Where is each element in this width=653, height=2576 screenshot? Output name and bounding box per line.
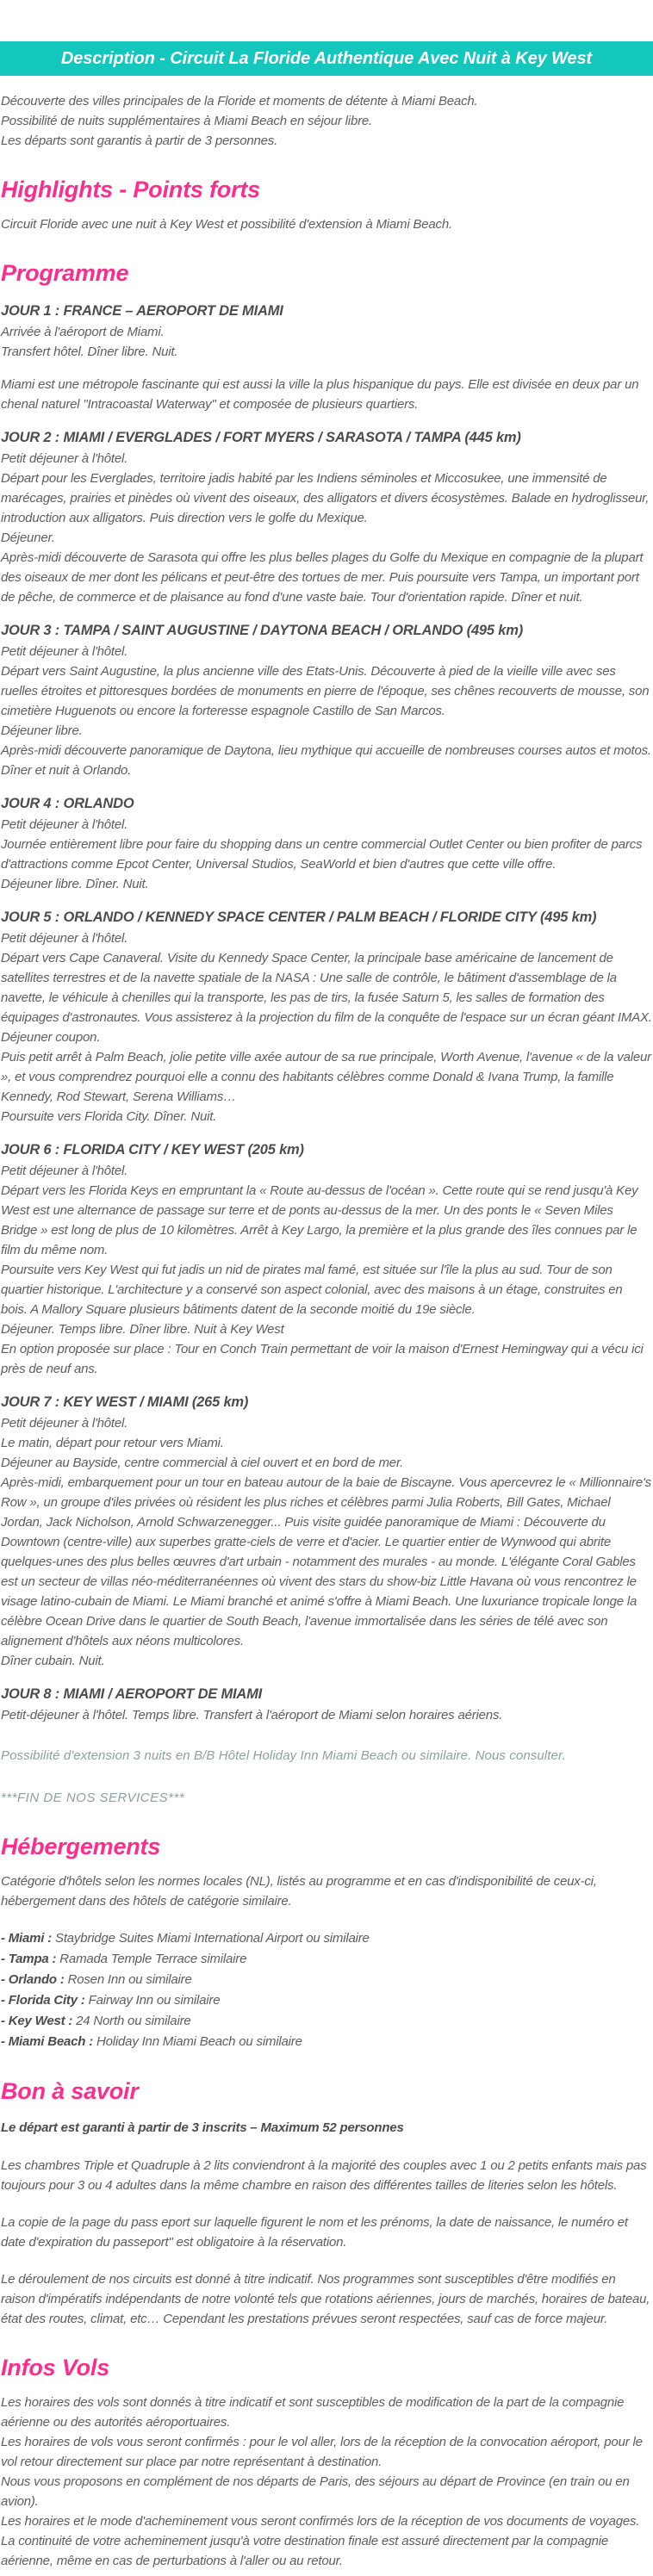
day-paragraph: Petit déjeuner à l'hôtel.	[1, 1164, 128, 1178]
flight-info-paragraph: Les horaires et le mode d'acheminement vous seront confirmés lors de la réception de vos documents de voyages.	[1, 2514, 640, 2529]
day-title: JOUR 3 : TAMPA / SAINT AUGUSTINE / DAYTONA BEACH / ORLANDO (495 km)	[1, 623, 524, 638]
description-line: Possibilité de nuits supplémentaires à Miami Beach en séjour libre.	[1, 114, 372, 128]
hotel-name: Rosen Inn ou similaire	[67, 1972, 192, 1987]
hotel-line	[1, 2032, 652, 2052]
hotel-city: - Key West :	[1, 2014, 77, 2028]
day-title: JOUR 8 : MIAMI / AEROPORT DE MIAMI	[1, 1686, 263, 1702]
day-title: JOUR 4 : ORLANDO	[1, 796, 134, 811]
day-paragraph: Puis petit arrêt à Palm Beach, jolie petite ville axée autour de sa rue principale, Worth Avenue, l'avenue « de la valeur », et vous comprendrez pourquoi elle a connu des habitants célèbres comme Donald & Ivana Trump, la famille Kennedy, Rod Stewart, Serena Williams…	[1, 1050, 651, 1104]
programme-section	[1, 258, 652, 1808]
hotel-line	[1, 1970, 652, 1990]
hotel-line	[1, 1990, 652, 2011]
flight-info-paragraph: Les horaires de vols vous seront confirmés : pour le vol aller, lors de la réception de la convocation aéroport, pour le vol retour directement sur place par notre représentant à destination.	[1, 2435, 643, 2469]
highlights-section	[1, 175, 652, 234]
day-block	[1, 427, 652, 607]
hebergements-intro: Catégorie d'hôtels selon les normes locales (NL), listés au programme et en cas d'indisponibilité de ceux-ci, hébergement dans des hôtels de catégorie similaire.	[1, 1874, 597, 1909]
hotel-line	[1, 2011, 652, 2032]
day-paragraph: Après-midi découverte de Sarasota qui offre les plus belles plages du Golfe du Mexique en compagnie de la plupart des oiseaux de mer dont les pélicans et peut-être des tortues de mer. Puis poursuite vers Tampa, un important port de pêche, de commerce et de plaisance au fond d'une vaste baie. Tour d'orientation rapide. Dîner et nuit.	[1, 550, 644, 605]
day-block	[1, 301, 652, 362]
day-paragraph: Déjeuner libre.	[1, 723, 83, 738]
day-paragraph: Déjeuner au Bayside, centre commercial à ciel ouvert et en bord de mer.	[1, 1456, 404, 1470]
day-paragraph: Petit déjeuner à l'hôtel.	[1, 451, 128, 466]
day-paragraph: Petit-déjeuner à l'hôtel. Temps libre. Transfert à l'aéroport de Miami selon horaires aériens.	[1, 1708, 503, 1723]
day-block	[1, 907, 652, 1127]
day-paragraph: Le matin, départ pour retour vers Miami.	[1, 1436, 224, 1450]
info-paragraph: La copie de la page du pass eport sur laquelle figurent le nom et les prénoms, la date de naissance, le numéro et date d'expiration du passeport" est obligatoire à la réservation.	[1, 2215, 628, 2250]
day-lines	[1, 815, 652, 894]
day-title: JOUR 6 : FLORIDA CITY / KEY WEST (205 km)	[1, 1142, 304, 1158]
day-lines	[1, 449, 652, 607]
day-paragraph: Départ vers Saint Augustine, la plus ancienne ville des Etats-Unis. Découverte à pied de la vieille ville avec ses ruelles étroites et pittoresques bordées de monuments en pierre de l'époque, ses chênes recouverts de mousse, son cimetière Huguenots ou encore la forteresse espagnole Castillo de San Marcos.	[1, 664, 650, 718]
hotel-list	[1, 1928, 652, 2052]
day-paragraph: Déjeuner libre. Dîner. Nuit.	[1, 877, 149, 891]
day-paragraph: Petit déjeuner à l'hôtel.	[1, 644, 128, 659]
hotel-city: - Tampa :	[1, 1952, 60, 1966]
day-title: JOUR 7 : KEY WEST / MIAMI (265 km)	[1, 1394, 249, 1410]
hotel-city: - Florida City :	[1, 1993, 89, 2008]
day-paragraph: Après-midi, embarquement pour un tour en bateau autour de la baie de Biscayne. Vous apercevrez le « Millionnaire's Row », un groupe d'iles privées où résident les plus riches et célèbres parmi Julia Roberts, Bill Gates, Michael Jordan, Jack Nicholson, Arnold Schwarzenegger... Puis visite guidée panoramique de Miami : Découverte du Downtown (centre-ville) aux superbes gratte-ciels de verre et d'acier. Le quartier entier de Wynwood qui abrite quelques-unes des plus belles œuvres d'art urbain - notamment des murales - au monde. L'élégante Coral Gables est un secteur de villas néo-méditerranéennes où vivent des stars du show-biz Little Havana où vous rencontrez le visage latino-cubain de Miami. Le Miami branché et animé s'offre à Miami Beach. Une luxuriance tropicale longe la célèbre Ocean Drive dans le quartier de South Beach, l'avenue immortalisée dans les séries de télé avec son alignement d'hôtels aux néons multicolores.	[1, 1475, 651, 1648]
day-paragraph: Départ vers Cape Canaveral. Visite du Kennedy Space Center, la principale base américaine de lancement de satellites terrestres et de la navette spatiale de la NASA : Une salle de contrôle, le bâtiment d'assemblage de la navette, le véhicule à chenilles qui la transporte, les pas de tirs, la fusée Saturn 5, les salles de formation des équipages d'astronautes. Vous assisterez à la projection du film de la conquête de l'espace sur un écran géant IMAX.	[1, 951, 652, 1025]
infos-vols-heading: Infos Vols	[1, 2355, 110, 2380]
flight-info-paragraph: Les horaires des vols sont donnés à titre indicatif et sont susceptibles de modification de la part de la compagnie aérienne ou des autorités aéroportuaires.	[1, 2395, 625, 2430]
description-section	[1, 91, 652, 151]
info-paragraph: Les chambres Triple et Quadruple à 2 lits conviendront à la majorité des couples avec 1 ou 2 petits enfants mais pas toujours pour 3 ou 4 adultes dans la même chambre en raison des différentes tailles de literies selon les hôtels.	[1, 2158, 647, 2193]
info-paragraph: Le déroulement de nos circuits est donné à titre indicatif. Nos programmes sont susceptibles d'être modifiés en raison d'impératifs indépendants de notre volonté tels que rotations aériennes, jours de marchés, horaires de bateau, état des routes, climat, etc… Cependant les prestations prévues seront respectées, sauf cas de force majeur.	[1, 2272, 650, 2326]
day-list	[1, 301, 652, 1725]
day-paragraph: Petit déjeuner à l'hôtel.	[1, 817, 128, 832]
day-block	[1, 1392, 652, 1671]
day-lines	[1, 1161, 652, 1379]
hebergements-heading: Hébergements	[1, 1834, 161, 1859]
highlights-text: Circuit Floride avec une nuit à Key West et possibilité d'extension à Miami Beach.	[1, 217, 452, 232]
day-paragraph: Dîner cubain. Nuit.	[1, 1654, 105, 1668]
flight-info-paragraph: Nous vous proposons en complément de nos départs de Paris, des séjours au départ de Province (en train ou en avion).	[1, 2474, 630, 2509]
programme-heading: Programme	[1, 260, 129, 286]
day-title: JOUR 2 : MIAMI / EVERGLADES / FORT MYERS / SARASOTA / TAMPA (445 km)	[1, 430, 521, 445]
day-paragraph: Départ pour les Everglades, territoire jadis habité par les Indiens séminoles et Miccosukee, une immensité de marécages, prairies et pinèdes où vivent des oiseaux, des alligators et divers écosystèmes. Balade en hydroglisseur, introduction aux alligators. Puis direction vers le golfe du Mexique.	[1, 471, 650, 525]
day-block	[1, 375, 652, 414]
day-title: JOUR 1 : FRANCE – AEROPORT DE MIAMI	[1, 303, 283, 319]
highlights-heading: Highlights - Points forts	[1, 177, 260, 202]
day-paragraph: Miami est une métropole fascinante qui est aussi la ville la plus hispanique du pays. Elle est divisée en deux par un chenal naturel "Intracoastal Waterway" et composée de plusieurs quartiers.	[1, 377, 639, 412]
day-paragraph: Déjeuner. Temps libre. Dîner libre. Nuit à Key West	[1, 1322, 284, 1337]
day-paragraph: Déjeuner.	[1, 531, 55, 545]
description-banner	[0, 41, 653, 76]
end-of-services-note: ***FIN DE NOS SERVICES***	[1, 1791, 185, 1805]
day-paragraph: Après-midi découverte panoramique de Daytona, lieu mythique qui accueille de nombreuses courses autos et motos.	[1, 743, 651, 758]
day-paragraph: En option proposée sur place : Tour en Conch Train permettant de voir la maison d'Ernest Hemingway qui a vécu ici près de neuf ans.	[1, 1342, 644, 1376]
hotel-line	[1, 1928, 652, 1949]
day-lines	[1, 375, 652, 414]
hotel-line	[1, 1949, 652, 1970]
bon-a-savoir-paragraphs	[1, 2156, 652, 2329]
hotel-name: Holiday Inn Miami Beach ou similaire	[96, 2034, 302, 2049]
day-lines	[1, 1705, 652, 1725]
hotel-name: Staybridge Suites Miami International Airport ou similaire	[55, 1931, 370, 1946]
day-paragraph: Dîner et nuit à Orlando.	[1, 763, 132, 778]
extension-note: Possibilité d'extension 3 nuits en B/B Hôtel Holiday Inn Miami Beach ou similaire. Nous consulter.	[1, 1748, 566, 1763]
day-lines	[1, 928, 652, 1127]
day-title: JOUR 5 : ORLANDO / KENNEDY SPACE CENTER / PALM BEACH / FLORIDE CITY (495 km)	[1, 909, 597, 925]
day-block	[1, 1139, 652, 1379]
day-lines	[1, 322, 652, 362]
hotel-name: Ramada Temple Terrace similaire	[59, 1952, 247, 1966]
day-paragraph: Poursuite vers Florida City. Dîner. Nuit.	[1, 1109, 217, 1124]
hotel-name: 24 North ou similaire	[76, 2014, 191, 2028]
day-lines	[1, 642, 652, 780]
flight-info-paragraph: La continuité de votre acheminement jusqu'à votre destination finale est assuré directement par la compagnie aérienne, même en cas de perturbations à l'aller ou au retour.	[1, 2534, 609, 2568]
page-content	[0, 91, 653, 2571]
departure-guarantee-note: Le départ est garanti à partir de 3 inscrits – Maximum 52 personnes	[1, 2120, 404, 2135]
day-paragraph: Déjeuner coupon.	[1, 1030, 101, 1045]
day-paragraph: Petit déjeuner à l'hôtel.	[1, 1416, 128, 1431]
infos-vols-section	[1, 2353, 652, 2571]
hebergements-section	[1, 1832, 652, 2052]
day-paragraph: Poursuite vers Key West qui fut jadis un nid de pirates mal famé, est située sur l'île la plus au sud. Tour de son quartier historique. L'architecture y a conservé son aspect colonial, avec des maisons à un étage, construites en bois. A Mallory Square plusieurs bâtiments datent de la seconde moitié du 19e siècle.	[1, 1263, 623, 1317]
day-block	[1, 1684, 652, 1725]
hotel-city: - Miami Beach :	[1, 2034, 96, 2049]
day-paragraph: Arrivée à l'aéroport de Miami.	[1, 325, 165, 339]
day-paragraph: Transfert hôtel. Dîner libre. Nuit.	[1, 345, 178, 359]
description-line: Découverte des villes principales de la Floride et moments de détente à Miami Beach.	[1, 94, 478, 109]
page-title: Description - Circuit La Floride Authentique Avec Nuit à Key West	[60, 48, 593, 68]
day-paragraph: Journée entièrement libre pour faire du shopping dans un centre commercial Outlet Center ou bien profiter de parcs d'attractions comme Epcot Center, Universal Studios, SeaWorld et bien d'autres que cette ville offre.	[1, 837, 643, 872]
description-line: Les départs sont garantis à partir de 3 personnes.	[1, 133, 278, 148]
bon-a-savoir-section	[1, 2076, 652, 2329]
day-paragraph: Départ vers les Florida Keys en empruntant la « Route au-dessus de l'océan ». Cette route qui se rend jusqu'à Key West est une alternance de passage sur terre et de ponts au-dessus de la mer. Un des ponts le « Seven Miles Bridge » est long de plus de 10 kilomètres. Arrêt à Key Largo, la première et la plus grande des îles connues par le film du même nom.	[1, 1183, 638, 1257]
bon-a-savoir-heading: Bon à savoir	[1, 2078, 139, 2104]
day-block	[1, 620, 652, 780]
hotel-city: - Miami :	[1, 1931, 56, 1946]
day-block	[1, 793, 652, 894]
day-lines	[1, 1413, 652, 1671]
infos-vols-paragraphs	[1, 2393, 652, 2571]
day-paragraph: Petit déjeuner à l'hôtel.	[1, 931, 128, 946]
hotel-city: - Orlando :	[1, 1972, 68, 1987]
hotel-name: Fairway Inn ou similaire	[88, 1993, 221, 2008]
